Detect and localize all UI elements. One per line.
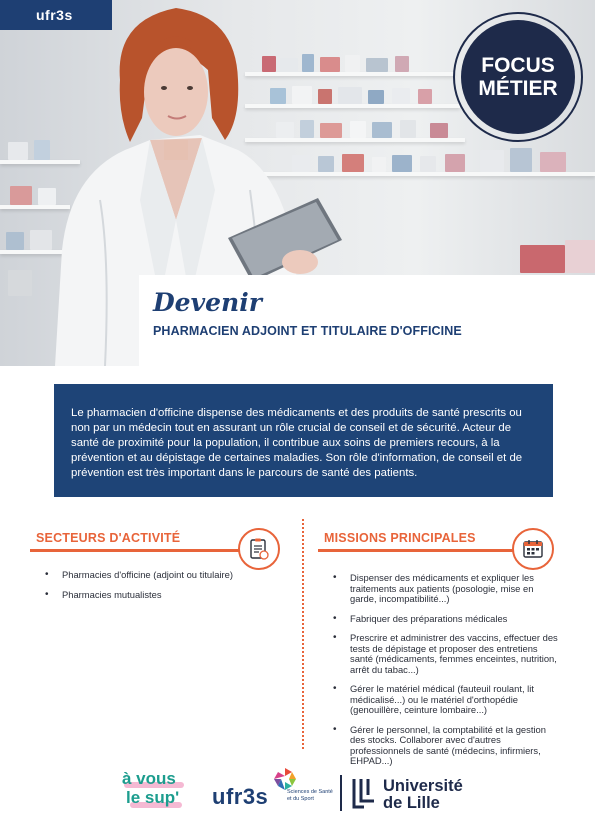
- a-vous-le-sup-logo: [122, 770, 192, 814]
- avous-line-1: à vous: [122, 769, 176, 788]
- list-item: • Pharmacies d'officine (adjoint ou titulaire): [38, 570, 238, 581]
- job-title: PHARMACIEN ADJOINT ET TITULAIRE D'OFFICINE: [153, 324, 462, 338]
- missions-rule: [318, 549, 518, 552]
- ufr3s-header-logo: [0, 0, 112, 30]
- sectors-rule: [30, 549, 242, 552]
- avous-line-2: le sup': [126, 788, 180, 807]
- list-item: • Prescrire et administrer des vaccins, effectuer des tests de dépistage et proposer des entretiens santé (médicaments, femmes enceintes, nutrition, arrêt du tabac...): [326, 633, 558, 675]
- intro-text: Le pharmacien d'officine dispense des médicaments et des produits de santé prescrits ou non par un médecin tout en assurant un rôle crucial de conseil et de sécurité. Acteur de santé de proximité pour la population, il contribue aux soins de premiers recours, à la prévention et au dépistage de certaines maladies. Son rôle d'information, de conseil et de prévention est très important dans le parcours de santé des patients.: [71, 407, 523, 479]
- title-card: [139, 275, 595, 366]
- badge-line-1: FOCUS: [481, 54, 555, 77]
- list-item: • Dispenser des médicaments et expliquer les traitements aux patients (posologie, mise en garde, incompatibilité...): [326, 573, 558, 605]
- footer-separator: [340, 775, 342, 811]
- missions-list: [326, 573, 558, 776]
- intro-box: [54, 384, 553, 497]
- clipboard-checklist-icon: [238, 528, 280, 570]
- sectors-title: SECTEURS D'ACTIVITÉ: [36, 531, 181, 545]
- ufr3s-footer-logo: ufr3s: [212, 784, 269, 809]
- title-prefix: Devenir: [153, 288, 262, 317]
- column-divider: [302, 519, 304, 749]
- list-item: • Fabriquer des préparations médicales: [326, 614, 558, 625]
- focus-metier-badge: [453, 12, 583, 142]
- list-item: • Pharmacies mutualistes: [38, 590, 238, 601]
- calendar-icon: [512, 528, 554, 570]
- universite-line-2: de Lille: [383, 794, 440, 812]
- universite-de-lille-icon: [352, 777, 378, 811]
- missions-title: MISSIONS PRINCIPALES: [324, 531, 476, 545]
- header-logo-text: ufr3s: [36, 7, 73, 23]
- universite-line-1: Université: [383, 777, 463, 795]
- badge-line-2: MÉTIER: [478, 77, 558, 100]
- list-item: • Gérer le personnel, la comptabilité et la gestion des stocks. Collaborer avec d'autres professionnels de santé (médecins, infirmiers, EHPAD...): [326, 725, 558, 767]
- list-item: • Gérer le matériel médical (fauteuil roulant, lit médicalisé...) ou le matériel d'orthopédie (genouillère, ceinture lombaire...): [326, 684, 558, 716]
- sectors-list: [38, 570, 238, 609]
- ufr3s-caption: Sciences de Santé et du Sport: [287, 789, 333, 802]
